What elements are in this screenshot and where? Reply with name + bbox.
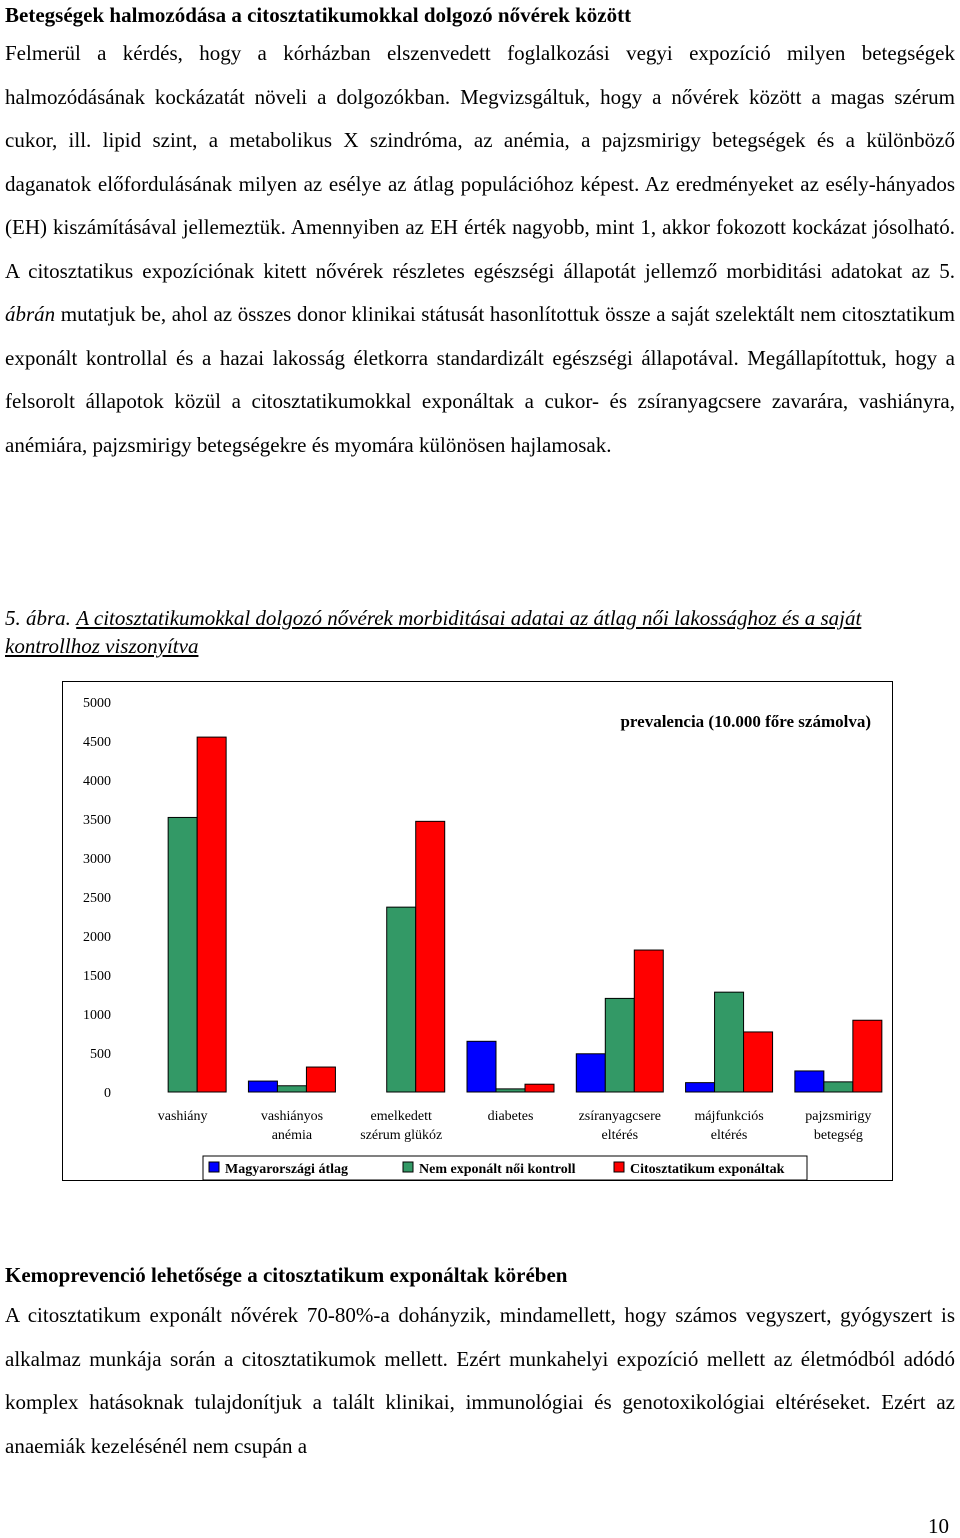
y-tick-label: 1500 [83,969,111,984]
y-tick-label: 5000 [83,696,111,711]
category-label: zsíranyagcsere [578,1109,661,1124]
legend-label: Citosztatikum exponáltak [630,1162,785,1177]
bar [744,1032,773,1092]
section-heading: Betegségek halmozódása a citosztatikumokkal dolgozó nővérek között [5,3,632,27]
paragraph-text-part-2: mutatjuk be, ahol az összes donor klinikai státusát hasonlítottuk össze a saját szelektált nem citosztatikum exponált kontrollal és a hazai lakosság életkorra standardizált egészségi állapotával. Megállapítottuk, hogy a felsorolt állapotok közül a citosztatikumokkal exponáltak a cukor- és zsíranyagcsere zavarára, vashiányra, anémiára, pajzsmirigy betegségekre és myomára különösen hajlamosak. [5,302,955,457]
category-label: eltérés [601,1128,639,1143]
chart-annotation: prevalencia (10.000 főre számolva) [620,712,871,731]
bar [576,1054,605,1092]
bar [197,737,226,1092]
bar [496,1089,525,1092]
bar [686,1083,715,1092]
bar [634,950,663,1092]
bar [525,1084,554,1092]
y-tick-label: 2000 [83,930,111,945]
y-tick-label: 4500 [83,735,111,750]
section-heading-kemoprevencio: Kemoprevenció lehetősége a citosztatikum exponáltak körében [5,1263,568,1287]
legend-swatch [614,1162,624,1172]
page-number: 10 [928,1514,949,1538]
y-tick-label: 1000 [83,1008,111,1023]
y-tick-label: 0 [104,1086,111,1101]
bar-chart [63,682,894,1182]
bar [715,992,744,1092]
figure-caption [5,604,955,660]
y-tick-label: 3000 [83,852,111,867]
body-paragraph [5,32,955,467]
category-label: anémia [271,1128,313,1143]
category-label: májfunkciós [694,1109,764,1124]
figure-reference: ábrán [5,302,56,326]
category-label: emelkedett [370,1109,432,1124]
bar [467,1041,496,1092]
paragraph-text-part-1: Felmerül a kérdés, hogy a kórházban elszenvedett foglalkozási vegyi expozíció milyen betegségek halmozódásának kockázatát növeli a dolgozókban. Megvizsgáltuk, hogy a nővérek között a magas szérum cukor, ill. lipid szint, a metabolikus X szindróma, az anémia, a pajzsmirigy betegségek és a különböző daganatok előfordulásának milyen az esélye az átlag populációhoz képest. Az eredményeket az esély-hányados (EH) kiszámításával jellemeztük. Amennyiben az EH érték nagyobb, mint 1, akkor fokozott kockázat jósolható. A citosztatikus expozíciónak kitett nővérek részletes egészségi állapotát jellemző morbiditási adatokat az 5. [5,41,955,283]
bar [605,998,634,1092]
y-tick-label: 2500 [83,891,111,906]
category-label: eltérés [710,1128,748,1143]
legend-label: Nem exponált női kontroll [419,1162,576,1177]
category-label: betegség [813,1128,863,1143]
bar [853,1020,882,1092]
category-label: vashiány [157,1109,208,1124]
bar [795,1071,824,1092]
figure-label: 5. ábra. [5,606,71,630]
category-label: szérum glükóz [360,1128,443,1143]
category-label: diabetes [487,1109,534,1124]
bar [248,1081,277,1092]
chart-frame [62,681,893,1181]
bar [306,1067,335,1092]
y-tick-label: 3500 [83,813,111,828]
figure-title: A citosztatikumokkal dolgozó nővérek morbiditásai adatai az átlag női lakossághoz és a saját kontrollhoz viszonyítva [5,606,862,658]
category-label: pajzsmirigy [805,1109,872,1124]
bar [824,1082,853,1092]
bar [277,1086,306,1092]
body-paragraph-2: A citosztatikum exponált nővérek 70-80%-a dohányzik, mindamellett, hogy számos vegyszert, gyógyszert is alkalmaz munkája során a citosztatikumok mellett. Ezért munkahelyi expozíció mellett az életmódból adódó komplex hatásoknak tulajdonítjuk a talált klinikai, immunológiai és genotoxikológiai eltéréseket. Ezért az anaemiák kezelésénél nem csupán a [5,1303,955,1458]
y-tick-label: 500 [90,1047,111,1062]
y-tick-label: 4000 [83,774,111,789]
category-label: vashiányos [260,1109,324,1124]
legend-swatch [209,1162,219,1172]
bar [387,907,416,1092]
bar [416,821,445,1092]
legend-label: Magyarországi átlag [225,1162,348,1177]
bar [168,817,197,1092]
legend-swatch [403,1162,413,1172]
